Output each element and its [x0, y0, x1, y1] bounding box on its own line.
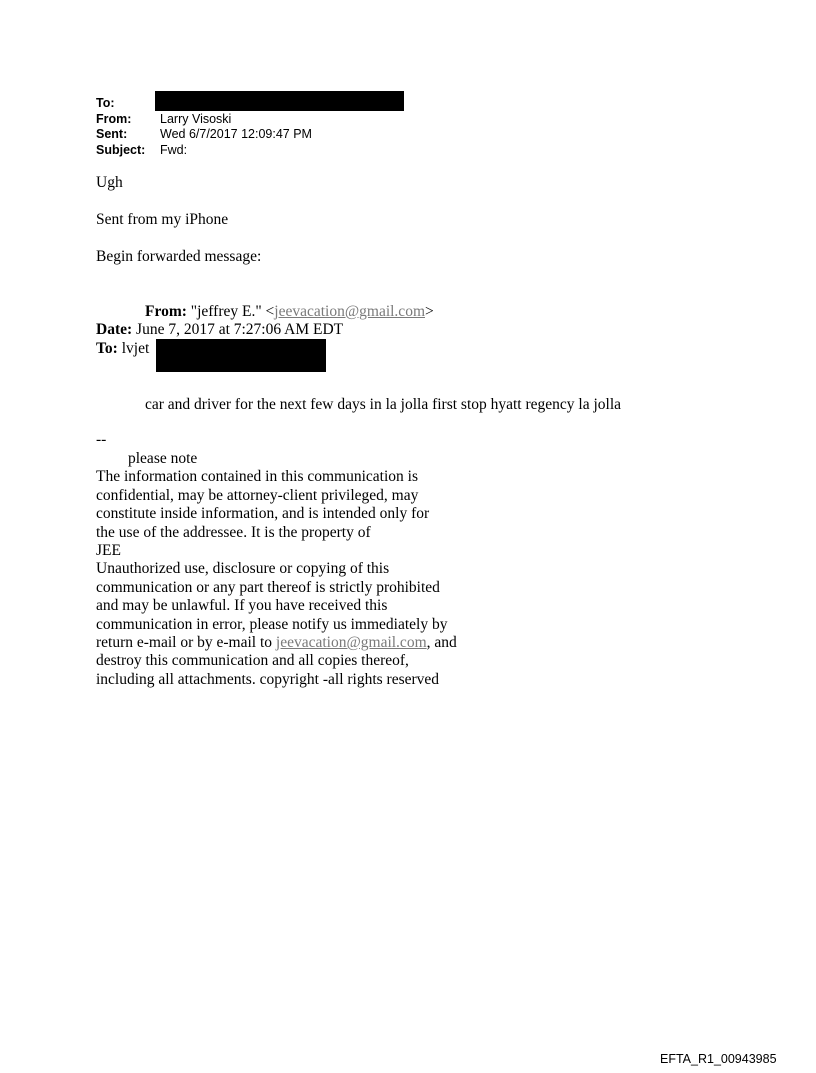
forwarded-to-label: To: — [96, 340, 118, 357]
from-value: Larry Visoski — [160, 112, 232, 126]
disclaimer-line: JEE — [96, 542, 121, 560]
forwarded-from-label: From: — [145, 303, 187, 320]
return-prefix: return e-mail or by e-mail to — [96, 634, 276, 652]
disclaimer-line: communication or any part thereof is strictly prohibited — [96, 578, 440, 596]
forwarded-from-row — [145, 303, 434, 321]
sent-label: Sent: — [96, 127, 128, 141]
disclaimer-block — [96, 450, 457, 689]
redacted-forwarded-recipient — [156, 339, 326, 372]
forwarded-message: car and driver for the next few days in la jolla first stop hyatt regency la jolla — [145, 396, 622, 413]
header-subject-row — [96, 143, 187, 157]
disclaimer-line: Unauthorized use, disclosure or copying of this — [96, 560, 390, 578]
forwarded-date-value: June 7, 2017 at 7:27:06 AM EDT — [136, 321, 344, 338]
to-label: To: — [96, 96, 115, 110]
redacted-to-recipient — [155, 91, 404, 111]
body-line-sent-from: Sent from my iPhone — [96, 211, 229, 228]
from-label: From: — [96, 112, 132, 126]
header-from-row — [96, 112, 231, 126]
forwarded-from-email-link[interactable]: jeevacation@gmail.com — [274, 303, 425, 320]
sent-value: Wed 6/7/2017 12:09:47 PM — [160, 127, 312, 141]
bates-number: EFTA_R1_00943985 — [660, 1052, 777, 1066]
subject-value: Fwd: — [160, 143, 188, 157]
forwarded-date-row — [96, 321, 343, 339]
disclaimer-line: and may be unlawful. If you have received this — [96, 597, 388, 615]
body-line-ugh: Ugh — [96, 174, 123, 191]
return-suffix: , and — [426, 634, 457, 652]
disclaimer-line: destroy this communication and all copies thereof, — [96, 652, 409, 670]
disclaimer-line: The information contained in this communication is — [96, 468, 418, 486]
disclaimer-return-line — [96, 634, 457, 652]
forwarded-to-row — [96, 340, 149, 358]
disclaimer-line: communication in error, please notify us immediately by — [96, 615, 448, 633]
disclaimer-line: including all attachments. copyright -all rights reserved — [96, 670, 440, 688]
forwarded-from-name: "jeffrey E." < — [190, 303, 275, 320]
subject-label: Subject: — [96, 143, 146, 157]
header-to-row — [96, 96, 160, 110]
header-sent-row — [96, 127, 312, 141]
disclaimer-line: the use of the addressee. It is the property of — [96, 523, 371, 541]
disclaimer-line: constitute inside information, and is intended only for — [96, 505, 430, 523]
return-email-link[interactable]: jeevacation@gmail.com — [275, 634, 427, 652]
signature-dashes: -- — [96, 431, 107, 448]
forwarded-from-close: > — [425, 303, 434, 320]
forwarded-to-value: lvjet — [121, 340, 150, 357]
forwarded-date-label: Date: — [96, 321, 133, 338]
disclaimer-line: confidential, may be attorney-client privileged, may — [96, 486, 419, 504]
please-note: please note — [128, 450, 198, 467]
body-line-begin-forwarded: Begin forwarded message: — [96, 248, 262, 265]
